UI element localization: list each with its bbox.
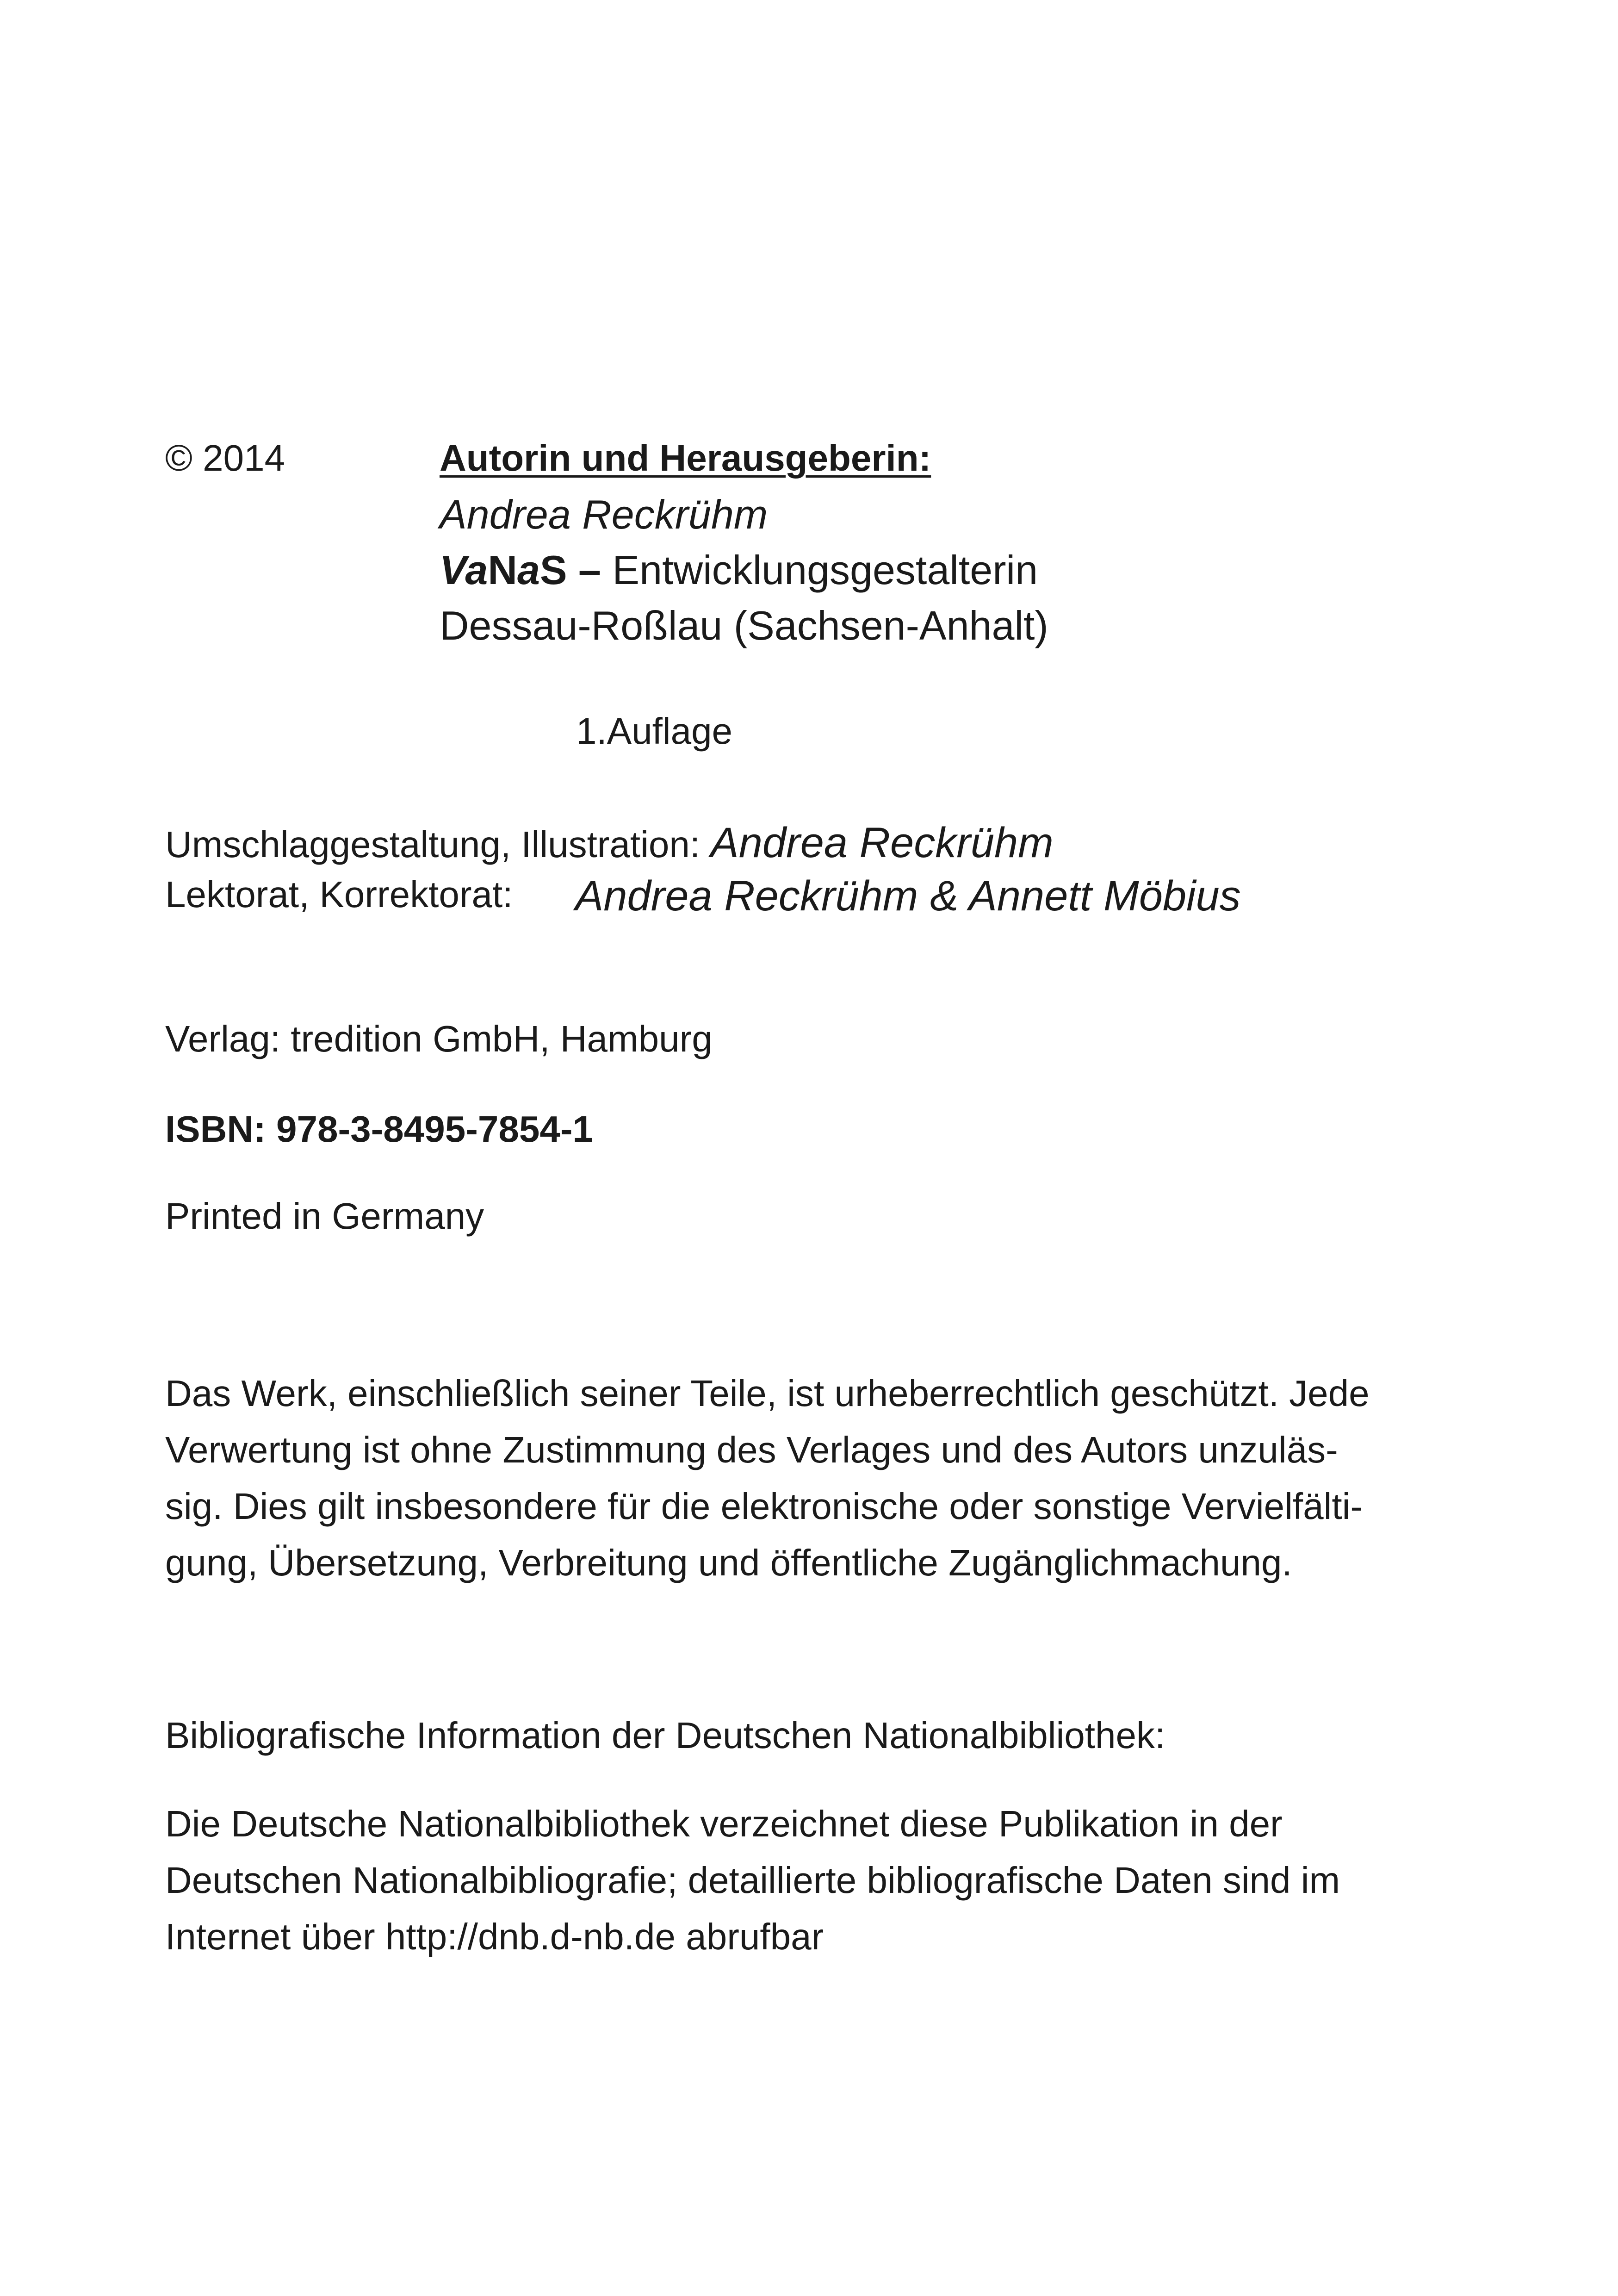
bib-line: Die Deutsche Nationalbibliothek verzeichnet diese Publikation in der (165, 1803, 1283, 1844)
bib-line: Deutschen Nationalbibliografie; detaillierte bibliografische Daten sind im (165, 1860, 1340, 1901)
rights-line: Das Werk, einschließlich seiner Teile, ist urheberrechtlich geschützt. Jede (165, 1373, 1370, 1414)
edition: 1.Auflage (576, 710, 733, 752)
bib-heading: Bibliografische Information der Deutschen Nationalbibliothek: (165, 1715, 1165, 1756)
brand-role: Entwicklungsgestalterin (601, 547, 1038, 593)
design-label: Umschlaggestaltung, Illustration: (165, 824, 711, 865)
bib-line: Internet über http://dnb.d-nb.de abrufbar (165, 1916, 824, 1957)
brand-va: Va (440, 547, 488, 593)
editing-label: Lektorat, Korrektorat: (165, 874, 513, 915)
author-heading: Autorin und Herausgeberin: (440, 437, 931, 479)
printed-in: Printed in Germany (165, 1195, 484, 1237)
brand-line (440, 547, 1038, 593)
design-value: Andrea Reckrühm (710, 819, 1054, 866)
rights-line: Verwertung ist ohne Zustimmung des Verlages und des Autors unzuläs- (165, 1429, 1338, 1470)
publisher: Verlag: tredition GmbH, Hamburg (165, 1018, 713, 1059)
isbn: ISBN: 978-3-8495-7854-1 (165, 1108, 593, 1150)
brand-s: S – (539, 547, 601, 593)
brand-n: N (488, 547, 517, 593)
author-location: Dessau-Roßlau (Sachsen-Anhalt) (440, 603, 1048, 648)
bib-paragraph (165, 1796, 1451, 1965)
rights-line: gung, Übersetzung, Verbreitung und öffentliche Zugänglichmachung. (165, 1542, 1292, 1583)
author-name: Andrea Reckrühm (440, 492, 768, 537)
rights-line: sig. Dies gilt insbesondere für die elektronische oder sonstige Vervielfälti- (165, 1486, 1363, 1527)
design-credit (165, 821, 1054, 864)
editing-value: Andrea Reckrühm & Annett Möbius (575, 872, 1241, 920)
brand-a: a (517, 547, 540, 593)
copyright-year: © 2014 (165, 437, 285, 479)
rights-paragraph (165, 1365, 1451, 1591)
